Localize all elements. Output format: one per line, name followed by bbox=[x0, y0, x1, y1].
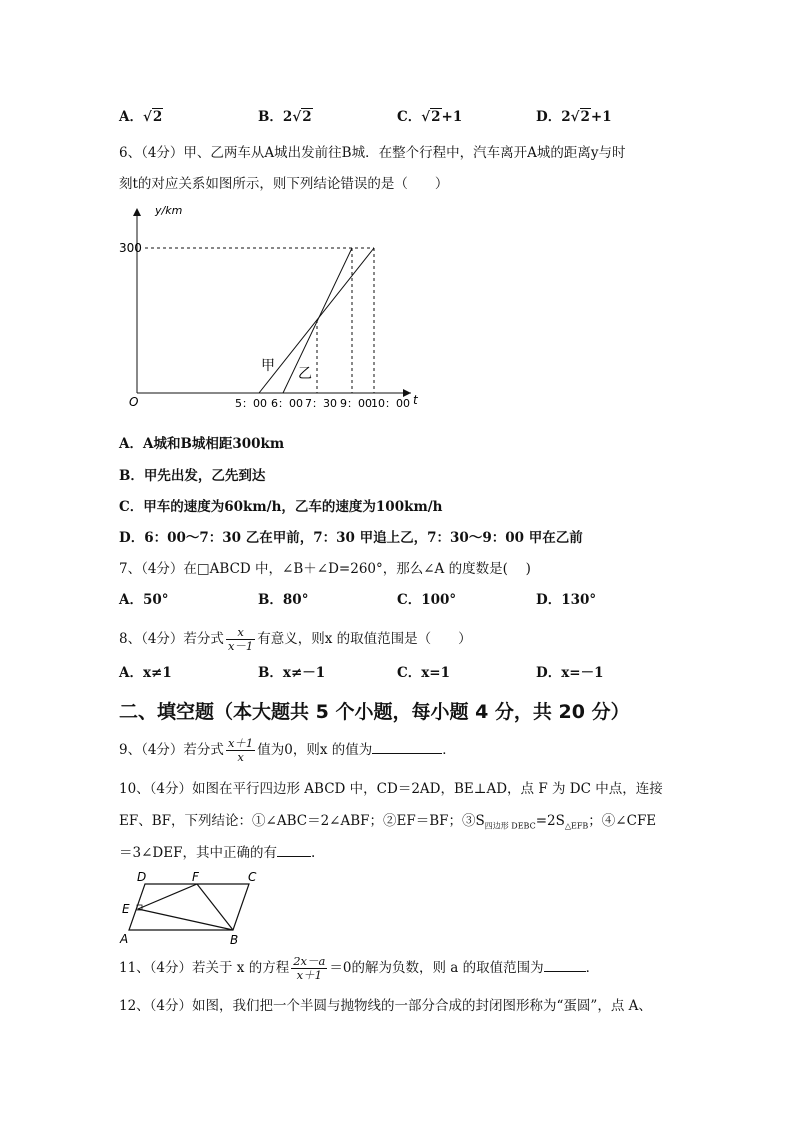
label-d: D bbox=[137, 870, 147, 884]
q7-option-c: C．100° bbox=[397, 592, 457, 608]
q8-option-b: B．x≠－1 bbox=[258, 665, 326, 681]
q7-option-b: B．80° bbox=[258, 592, 309, 608]
q6-distance-time-graph bbox=[119, 200, 429, 415]
label-jia: 甲 bbox=[261, 358, 275, 374]
label-yi: 乙 bbox=[298, 366, 312, 382]
x-tick-500: 5：00 bbox=[235, 397, 267, 410]
q8-option-d: D．x=－1 bbox=[536, 665, 604, 681]
x-axis-label: t bbox=[413, 393, 418, 407]
q6-option-d: D．6：00～7：30 乙在甲前，7：30 甲追上乙，7：30～9：00 甲在乙前 bbox=[119, 530, 583, 546]
q6-stem-line1: 6、（4分）甲、乙两车从A城出发前往B城．在整个行程中，汽车离开A城的距离y与时 bbox=[119, 145, 626, 161]
x-tick-600: 6：00 bbox=[271, 397, 303, 410]
y-axis-label: y/km bbox=[155, 204, 183, 217]
q7-option-d: D．130° bbox=[536, 592, 597, 608]
section-2-heading: 二、填空题（本大题共 5 个小题，每小题 4 分，共 20 分） bbox=[119, 701, 630, 723]
q8-option-a: A．x≠1 bbox=[119, 665, 172, 681]
q10-stem-line2: EF、BF，下列结论：①∠ABC＝2∠ABF；②EF＝BF；$③S_{四边形 DEBC}=2S_{\triangle EFB}$；④∠CFE bbox=[119, 813, 657, 831]
x-tick-900: 9：00 bbox=[340, 397, 372, 410]
q8-option-c: C．x=1 bbox=[397, 665, 450, 681]
q7-stem: 7、（4分）在□ABCD 中，∠B＋∠D=260°，那么∠A 的度数是( ) bbox=[119, 561, 531, 577]
q12-stem-line1: 12、（4分）如图，我们把一个半圆与抛物线的一部分合成的封闭图形称为“蛋圆”，点 A、 bbox=[119, 998, 652, 1014]
q11-answer-blank bbox=[544, 957, 586, 972]
line-jia bbox=[259, 248, 374, 393]
q6-stem-line2: 刻t的对应关系如图所示，则下列结论错误的是（ ） bbox=[119, 176, 449, 192]
q5-option-a: A．√2 bbox=[119, 109, 163, 125]
q11-stem: 11、（4分）若关于 x 的方程 $\frac{2x-a}{x+1}$ ＝0的解为负数，则 a 的取值范围为 ． bbox=[119, 954, 600, 982]
q6-option-c: C．甲车的速度为60km/h，乙车的速度为100km/h bbox=[119, 499, 443, 515]
q6-option-a: A．A城和B城相距300km bbox=[119, 436, 285, 452]
q9-answer-blank bbox=[372, 739, 442, 754]
q9-stem: 9、（4分）若分式 $\frac{x+1}{x}$ 值为0，则x 的值为 ． bbox=[119, 736, 456, 764]
q11-fraction: $\frac{2x-a}{x+1}$ bbox=[293, 954, 326, 982]
q5-option-b: B．2√2 bbox=[258, 109, 312, 125]
label-f: F bbox=[192, 870, 199, 884]
label-b: B bbox=[230, 933, 239, 947]
line-yi bbox=[283, 248, 352, 393]
q10-parallelogram-figure bbox=[117, 866, 267, 948]
x-tick-730: 7：30 bbox=[305, 397, 337, 410]
y-tick-300: 300 bbox=[119, 241, 142, 255]
q9-fraction: $\frac{x+1}{x}$ bbox=[227, 736, 254, 764]
q8-stem: 8、（4分）若分式 $\frac{x}{x-1}$ 有意义，则x 的取值范围是（ ） bbox=[119, 625, 472, 653]
x-tick-1000: 10：00 bbox=[371, 397, 410, 410]
q10-answer-blank bbox=[277, 842, 311, 857]
label-c: C bbox=[248, 870, 257, 884]
label-a: A bbox=[120, 932, 129, 946]
q5-option-c: C．√2+1 bbox=[397, 109, 463, 125]
label-e: E bbox=[122, 902, 130, 916]
q10-stem-line1: 10、（4分）如图在平行四边形 ABCD 中，CD＝2AD，BE⊥AD，点 F 为 DC 中点，连接 bbox=[119, 781, 663, 797]
q7-option-a: A．50° bbox=[119, 592, 169, 608]
q6-option-b: B．甲先出发，乙先到达 bbox=[119, 468, 266, 484]
origin-label: O bbox=[129, 395, 139, 409]
q5-option-d: D．2√2+1 bbox=[536, 109, 612, 125]
q10-stem-line3: ＝3∠DEF，其中正确的有 . bbox=[119, 842, 315, 863]
q8-fraction: $\frac{x}{x-1}$ bbox=[227, 625, 254, 653]
